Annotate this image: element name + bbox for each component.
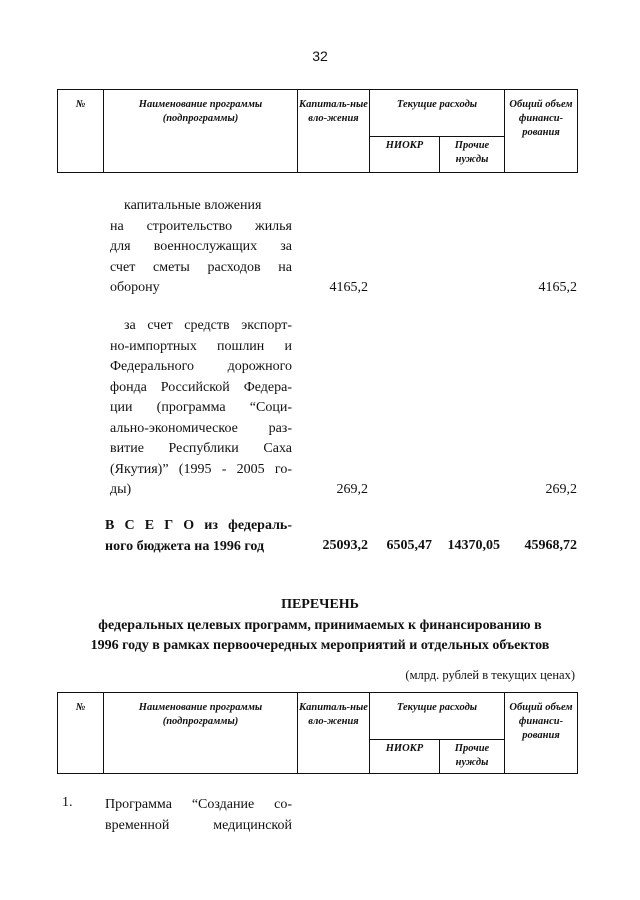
header-capital-2: Капиталь-ные вло-жения	[298, 693, 370, 774]
units-note: (млрд. рублей в текущих ценах)	[405, 668, 575, 682]
list-subtitle-2: 1996 году в рамках первоочередных мероприятий и отдельных объектов	[90, 638, 550, 653]
row-1-capital: 4165,2	[329, 280, 368, 295]
row-1-name: капитальные вложения на строительство жилья для военнослужащих за счет сметы расходов на оборону	[110, 198, 292, 295]
total-row-name: В С Е Г О из федераль- ного бюджета на 1996 год	[105, 518, 292, 554]
total-capital: 25093,2	[322, 538, 368, 553]
item-1-name: Программа “Создание со- временной медицинской	[105, 797, 292, 833]
table-header-bottom	[57, 692, 578, 774]
header-capital: Капиталь-ные вло-жения	[298, 90, 370, 173]
row-2-total: 269,2	[545, 482, 577, 497]
header-num: №	[58, 90, 104, 173]
row-1-total: 4165,2	[538, 280, 577, 295]
header-current-2: Текущие расходы	[370, 693, 505, 740]
total-other: 14370,05	[447, 538, 500, 553]
header-total-2: Общий объем финанси-рования	[505, 693, 578, 774]
header-current: Текущие расходы	[370, 90, 505, 137]
list-title: ПЕРЕЧЕНЬ	[281, 597, 359, 612]
table-header-top	[57, 89, 578, 173]
row-2-name: за счет средств экспорт- но-импортных пошлин и Федерального дорожного фонда Российской Федера- ции (программа “Соци- ально-экономическое раз- витие Республики Саха (Якутия)” (1995 - 2005 го- ды)	[110, 318, 292, 497]
header-name: Наименование программы (подпрограммы)	[104, 90, 298, 173]
header-total: Общий объем финанси-рования	[505, 90, 578, 173]
header-num-2: №	[58, 693, 104, 774]
header-niokr: НИОКР	[370, 137, 440, 173]
header-niokr-2: НИОКР	[370, 740, 440, 774]
total-niokr: 6505,47	[386, 538, 432, 553]
row-2-capital: 269,2	[336, 482, 368, 497]
item-1-number: 1.	[62, 795, 73, 810]
header-other: Прочие нужды	[440, 137, 505, 173]
header-name-2: Наименование программы (подпрограммы)	[104, 693, 298, 774]
list-subtitle-1: федеральных целевых программ, принимаемых к финансированию в	[98, 618, 542, 633]
header-other-2: Прочие нужды	[440, 740, 505, 774]
page-number: 32	[312, 48, 328, 64]
total-total: 45968,72	[524, 538, 577, 553]
